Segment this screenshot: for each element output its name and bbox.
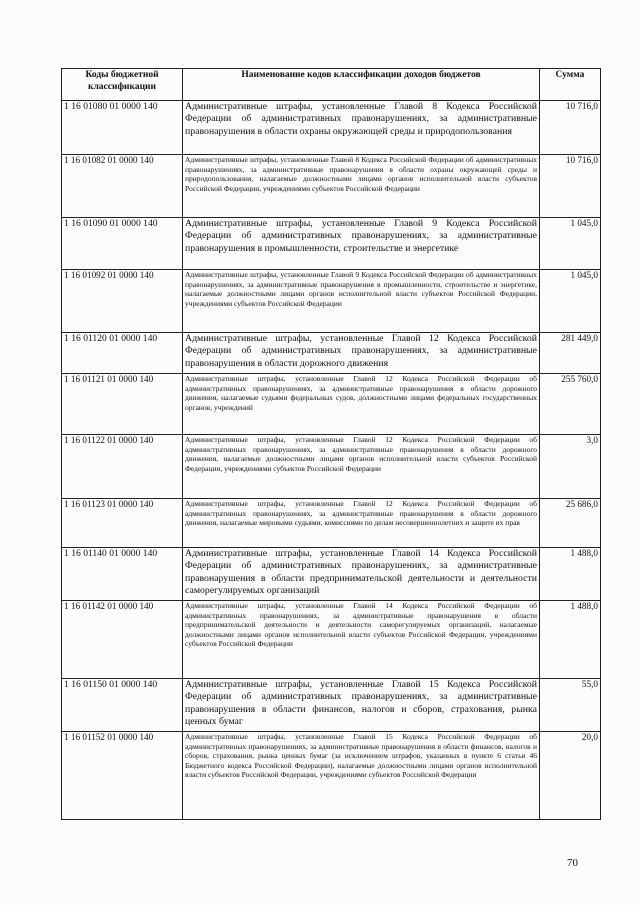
table-row xyxy=(62,155,601,218)
table-row xyxy=(62,435,601,499)
budget-revenue-table xyxy=(61,68,601,820)
table-row xyxy=(62,499,601,548)
row-name: Административные штрафы, установленные Главой 15 Кодекса Российской Федерации об административных правонарушениях, за административные правонарушения в области финансов, налогов и сборов, страхования, рынка ценных бумаг xyxy=(183,679,540,732)
row-name: Административные штрафы, установленные Главой 8 Кодекса Российской Федерации об административных правонарушениях, за административные правонарушения в области охраны окружающей среды и природопользования xyxy=(183,101,540,155)
row-sum: 10 716,0 xyxy=(540,101,601,155)
row-name: Административные штрафы, установленные Главой 8 Кодекса Российской Федерации об административных правонарушениях, за административные правонарушения в области охраны окружающей среды и природопользования, налагаемые должностными лицами органов исполнительной власти субъектов Российской Федерации, учреждениями субъектов Российской Федерации xyxy=(183,155,540,218)
row-name: Административные штрафы, установленные Главой 12 Кодекса Российской Федерации об административных правонарушениях, за административные правонарушения в области дорожного движения, налагаемые мировыми судьями, комиссиями по делам несовершеннолетних и защите их прав xyxy=(183,499,540,548)
row-code: 1 16 01142 01 0000 140 xyxy=(62,601,183,679)
table-row xyxy=(62,548,601,601)
row-code: 1 16 01120 01 0000 140 xyxy=(62,333,183,374)
table-row xyxy=(62,101,601,155)
row-name: Административные штрафы, установленные Главой 12 Кодекса Российской Федерации об административных правонарушениях, за административные правонарушения в области дорожного движения, налагаемые судьями федеральных судов, должностными лицами федеральных государственных органов, учреждений xyxy=(183,374,540,435)
table-row xyxy=(62,333,601,374)
row-code: 1 16 01123 01 0000 140 xyxy=(62,499,183,548)
row-sum: 55,0 xyxy=(540,679,601,732)
table-row xyxy=(62,270,601,333)
row-sum: 281 449,0 xyxy=(540,333,601,374)
table-row xyxy=(62,679,601,732)
row-code: 1 16 01082 01 0000 140 xyxy=(62,155,183,218)
table-header-row xyxy=(62,69,601,101)
header-code: Коды бюджетной классификации xyxy=(62,69,183,101)
row-sum: 3,0 xyxy=(540,435,601,499)
row-code: 1 16 01150 01 0000 140 xyxy=(62,679,183,732)
row-code: 1 16 01140 01 0000 140 xyxy=(62,548,183,601)
row-name: Административные штрафы, установленные Главой 9 Кодекса Российской Федерации об административных правонарушениях, за административные правонарушения в промышленности, строительстве и энергетике xyxy=(183,218,540,270)
row-code: 1 16 01121 01 0000 140 xyxy=(62,374,183,435)
row-name: Административные штрафы, установленные Главой 14 Кодекса Российской Федерации об административных правонарушениях, за административные правонарушения в области предпринимательской деятельности и деятельности саморегулируемых организаций xyxy=(183,548,540,601)
row-sum: 1 488,0 xyxy=(540,548,601,601)
row-code: 1 16 01092 01 0000 140 xyxy=(62,270,183,333)
header-sum: Сумма xyxy=(540,69,601,101)
row-sum: 1 488,0 xyxy=(540,601,601,679)
row-name: Административные штрафы, установленные Главой 14 Кодекса Российской Федерации об административных правонарушениях, за административные правонарушения в области предпринимательской деятельности и деятельности саморегулируемых организаций, налагаемые должностными лицами органов исполнительной власти субъектов Российской Федерации, учреждениями субъектов Российской Федерации xyxy=(183,601,540,679)
row-code: 1 16 01090 01 0000 140 xyxy=(62,218,183,270)
table-row xyxy=(62,218,601,270)
page-number: 70 xyxy=(567,857,578,869)
row-code: 1 16 01122 01 0000 140 xyxy=(62,435,183,499)
row-sum: 1 045,0 xyxy=(540,270,601,333)
row-name: Административные штрафы, установленные Главой 9 Кодекса Российской Федерации об административных правонарушениях, за административные правонарушения в промышленности, строительстве и энергетике, налагаемые должностными лицами органов исполнительной власти субъектов Российской Федерации, учреждениями субъектов Российской Федерации xyxy=(183,270,540,333)
row-code: 1 16 01152 01 0000 140 xyxy=(62,732,183,820)
row-sum: 10 716,0 xyxy=(540,155,601,218)
row-name: Административные штрафы, установленные Главой 12 Кодекса Российской Федерации об административных правонарушениях, за административные правонарушения в области дорожного движения, налагаемые должностными лицами органов исполнительной власти субъектов Российской Федерации, учреждениями субъектов Российской Федерации xyxy=(183,435,540,499)
row-sum: 255 760,0 xyxy=(540,374,601,435)
row-sum: 25 686,0 xyxy=(540,499,601,548)
row-name: Административные штрафы, установленные Главой 12 Кодекса Российской Федерации об административных правонарушениях, за административные правонарушения в области дорожного движения xyxy=(183,333,540,374)
table-row xyxy=(62,601,601,679)
table-row xyxy=(62,374,601,435)
row-sum: 1 045,0 xyxy=(540,218,601,270)
table-row xyxy=(62,732,601,820)
row-code: 1 16 01080 01 0000 140 xyxy=(62,101,183,155)
row-sum: 20,0 xyxy=(540,732,601,820)
header-name: Наименование кодов классификации доходов бюджетов xyxy=(183,69,540,101)
row-name: Административные штрафы, установленные Главой 15 Кодекса Российской Федерации об административных правонарушениях, за административные правонарушения в области финансов, налогов и сборов, страхования, рынка ценных бумаг (за исключением штрафов, указанных в пункте 6 статьи 46 Бюджетного кодекса Российской Федерации), налагаемые должностными лицами органов исполнительной власти субъектов Российской Федерации, учреждениями субъектов Российской Федерации xyxy=(183,732,540,820)
